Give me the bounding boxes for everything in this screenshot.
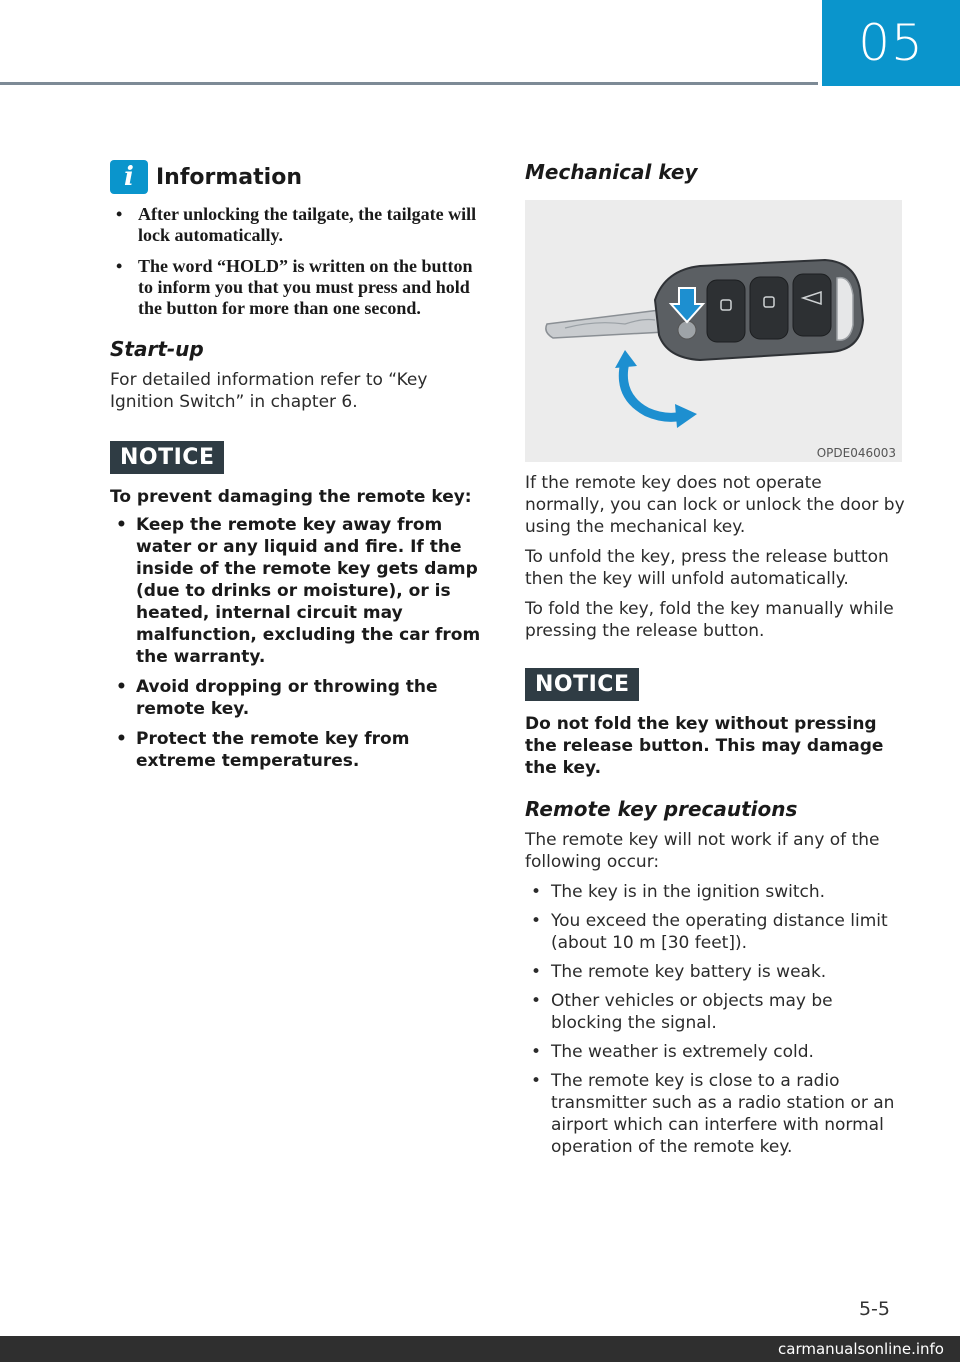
header-rule: [0, 82, 818, 85]
precautions-intro: The remote key will not work if any of the following occur:: [525, 830, 880, 872]
right-column: [525, 160, 905, 1165]
precaution-item: • Other vehicles or objects may be blocking the signal.: [525, 990, 905, 1034]
left-column: [110, 160, 490, 780]
mechanical-key-figure: [525, 200, 902, 462]
notice-badge: NOTICE: [525, 668, 639, 701]
info-icon: i: [110, 160, 148, 194]
precaution-item: • You exceed the operating distance limit (about 10 m [30 feet]).: [525, 910, 905, 954]
page-number: 5-5: [858, 1298, 890, 1320]
precaution-item: • The remote key battery is weak.: [525, 961, 905, 983]
notice-lead: To prevent damaging the remote key:: [110, 487, 472, 507]
startup-text: For detailed information refer to “Key Ignition Switch” in chapter 6.: [110, 370, 428, 412]
notice-item: • Avoid dropping or throwing the remote key.: [110, 676, 490, 720]
notice-list: [110, 514, 490, 772]
precaution-item: • The key is in the ignition switch.: [525, 881, 905, 903]
chapter-tab: 05: [822, 0, 960, 86]
notice-item: • Keep the remote key away from water or any liquid and fire. If the inside of the remote key gets damp (due to drinks or moisture), or is heated, internal circuit may malfunction, excluding the car from the warranty.: [110, 514, 490, 668]
mechanical-paragraph: To fold the key, fold the key manually while pressing the release button.: [525, 599, 894, 641]
information-header: [110, 160, 490, 194]
notice-block-right: [525, 668, 905, 779]
precautions-heading: Remote key precautions: [525, 797, 798, 821]
information-item: • The word “HOLD” is written on the button to inform you that you must press and hold the button for more than one second.: [110, 256, 490, 319]
precaution-item: • The remote key is close to a radio transmitter such as a radio station or an airport which can interfere with normal operation of the remote key.: [525, 1070, 905, 1158]
mechanical-key-heading: Mechanical key: [525, 160, 698, 184]
notice-block: [110, 441, 490, 772]
watermark-bar[interactable]: carmanualsonline.info: [0, 1336, 960, 1362]
information-list: [110, 204, 490, 319]
notice-item: • Protect the remote key from extreme temperatures.: [110, 728, 490, 772]
precaution-item: • The weather is extremely cold.: [525, 1041, 905, 1063]
information-title: Information: [156, 164, 302, 190]
precautions-list: [525, 881, 905, 1158]
notice-badge: NOTICE: [110, 441, 224, 474]
key-illustration: [525, 200, 902, 462]
mechanical-paragraph: To unfold the key, press the release button then the key will unfold automatically.: [525, 547, 889, 589]
mechanical-paragraph: If the remote key does not operate normally, you can lock or unlock the door by using the mechanical key.: [525, 473, 905, 537]
notice-text: Do not fold the key without pressing the release button. This may damage the key.: [525, 714, 884, 778]
startup-heading: Start-up: [110, 337, 204, 361]
figure-code: OPDE046003: [816, 446, 896, 460]
information-item: • After unlocking the tailgate, the tailgate will lock automatically.: [110, 204, 490, 246]
